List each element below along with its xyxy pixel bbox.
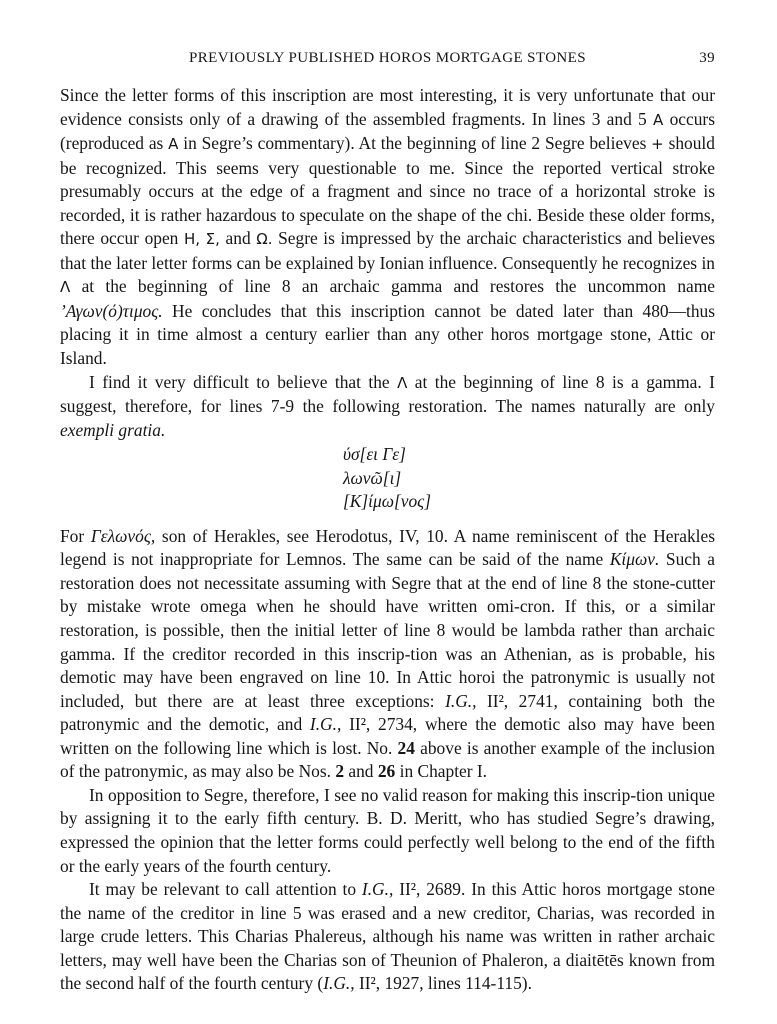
p1-text-8: He concludes that this inscription cannot be dated later than 480—thus placing it in time almost a century earlier than any other horos mortgage stone, Attic or Island.: [60, 300, 715, 369]
p5-text-1: It may be relevant to call attention to: [89, 879, 357, 900]
p3-text-8: in Chapter I.: [399, 761, 488, 782]
ig-reference-3: I.G.,: [361, 879, 394, 900]
p1-text-7: at the beginning of line 8 an archaic gamma and restores the uncommon name: [81, 276, 715, 297]
p3-text-4: containing both the patronymic and the demotic, and: [60, 690, 715, 735]
p2-text-2: at the beginning of line 8 is a gamma. I suggest, therefore, for lines 7-9 the following restoration. The names naturally are only: [60, 371, 715, 417]
paragraph-2: [60, 371, 715, 443]
lambda-glyph: Λ: [60, 278, 71, 297]
p3-text-6: above is another example of the inclusion of the patronymic, as may also be Nos.: [60, 737, 715, 782]
body-text: [60, 84, 715, 996]
open-eta-glyph: H,: [184, 230, 201, 249]
omega-glyph: Ω.: [256, 230, 273, 249]
running-title: PREVIOUSLY PUBLISHED HOROS MORTGAGE STONES: [189, 50, 586, 66]
page-number: 39: [699, 50, 715, 66]
alpha-glyph: Α: [168, 135, 179, 154]
p1-text-1: Since the letter forms of this inscription are most interesting, it is very unfortunate that our evidence consists only of a drawing of the assembled fragments. In lines 3 and 5: [60, 85, 715, 129]
exempli-gratia: exempli gratia.: [60, 419, 166, 440]
ig-number-2689: II², 2689.: [399, 879, 466, 900]
number-24: 24: [397, 737, 415, 758]
paragraph-3: [60, 525, 715, 784]
greek-restoration: [60, 443, 715, 514]
number-2: 2: [335, 761, 345, 782]
ig-reference-4: I.G.,: [323, 973, 355, 994]
greek-gelonos: Γελωνός,: [90, 525, 156, 546]
p2-text-1: I find it very difficult to believe that the: [89, 371, 390, 392]
greek-name-agonotimos: ’Αγων(ό)τιμος.: [60, 300, 163, 321]
p3-text-7: and: [348, 761, 374, 782]
ig-number-2734: II², 2734,: [349, 714, 418, 735]
greek-kimon: Κίμων.: [609, 549, 660, 570]
p1-text-5: and: [225, 228, 251, 249]
ig-reference-1: I.G.,: [445, 690, 477, 711]
p1-text-3: in Segre’s commentary). At the beginning of line 2 Segre believes: [183, 133, 647, 154]
page-header: [60, 50, 715, 74]
ig-number-1927: II², 1927, lines 114-115).: [358, 973, 532, 994]
archaic-alpha-glyph: Α: [653, 110, 664, 129]
p3-text-3: Such a restoration does not necessitate assuming with Segre that at the end of line 8 the stone-cutter by mistake wrote omega when he should have written omi-cron. If this, or a similar restoration, is possible, then the initial letter of line 8 would be lambda rather than archaic gamma. If the creditor recorded in this inscrip-tion was an Athenian, as is probable, his demotic may have been engraved on line 10. In Attic horoi the patronymic is usually not included, but there are at least three exceptions:: [60, 549, 715, 711]
ig-number-2741: II², 2741,: [487, 690, 558, 711]
ig-reference-2: I.G.,: [309, 714, 342, 735]
p3-text-5: where the demotic also may have been written on the following line which is lost. No.: [60, 714, 715, 758]
restoration-line-3: [Κ]ίμω[νος]: [343, 491, 431, 512]
p3-text-1: For: [60, 525, 85, 546]
sigma-glyph: Σ,: [205, 230, 220, 249]
restoration-line-2: λωνῶ[ι]: [343, 467, 402, 488]
lambda-glyph: Λ: [397, 373, 408, 392]
paragraph-5: [60, 878, 715, 996]
p3-text-2: son of Herakles, see Herodotus, IV, 10. A name reminiscent of the Herakles legend is not inappropriate for Lemnos. The same can be said of the name: [60, 525, 715, 570]
paragraph-1: [60, 84, 715, 371]
cross-glyph: +: [651, 135, 664, 154]
p1-text-2: occurs (reproduced as: [60, 108, 715, 154]
p5-text-2: In this Attic horos mortgage stone the name of the creditor in line 5 was erased and a new creditor, Charias, was recorded in large crude letters. This Charias Phalereus, although his name was written in rather archaic letters, may well have been the Charias son of Theunion of Phaleron, a diaitētēs known from the second half of the fourth century (: [60, 879, 715, 994]
p1-text-6: Segre is impressed by the archaic characteristics and believes that the later letter forms can be explained by Ionian influence. Consequently he recognizes in: [60, 228, 715, 273]
p1-text-4: should be recognized. This seems very questionable to me. Since the reported vertical stroke presumably occurs at the edge of a fragment and since no trace of a horizontal stroke is recorded, it is rather hazardous to speculate on the shape of the chi. Beside these older forms, there occur open: [60, 133, 715, 249]
p4-text: In opposition to Segre, therefore, I see no valid reason for making this inscrip-tion unique by assigning it to the early fifth century. B. D. Meritt, who has studied Segre’s drawing, expressed the opinion that the letter forms could perfectly well belong to the end of the fifth or the early years of the fourth century.: [60, 784, 715, 876]
paragraph-4: [60, 784, 715, 878]
restoration-line-1: ύσ[ει Γε]: [343, 444, 406, 465]
number-26: 26: [377, 761, 396, 782]
